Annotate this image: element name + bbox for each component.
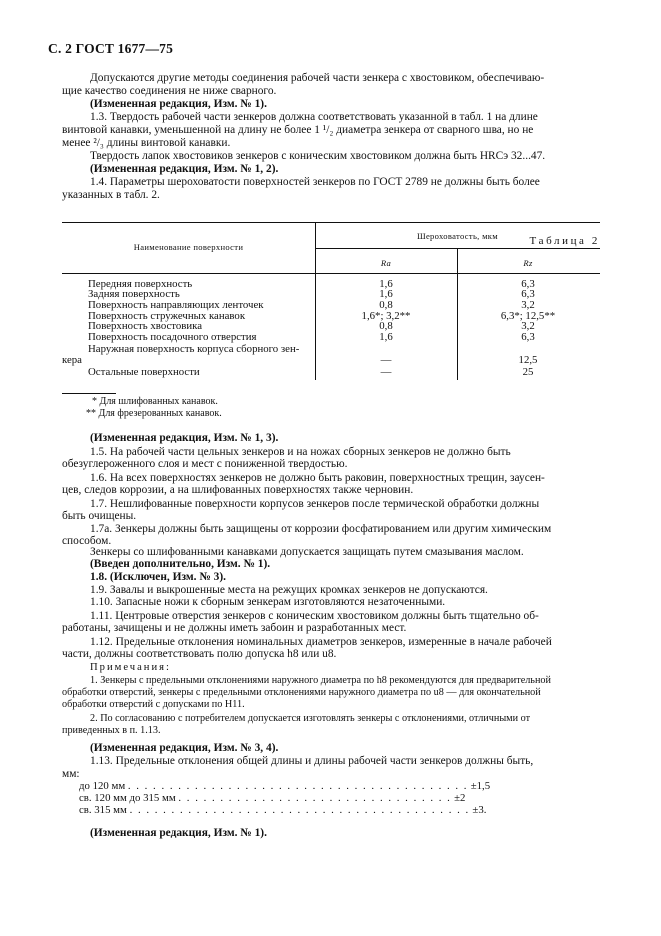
surface-name: Остальные поверхности (88, 366, 200, 378)
ra-value: — (380, 354, 392, 366)
paragraph: 1.11. Центровые отверстия зенкеров с коническим хвостовиком должны быть тщательно об- (90, 610, 539, 622)
paragraph: 1.6. На всех поверхностях зенкеров не должно быть раковин, поверхностных трещин, заусен- (90, 472, 545, 484)
paragraph: указанных в табл. 2. (62, 189, 160, 201)
surface-name: Поверхность стружечных канавок (88, 310, 246, 322)
paragraph: 1.13. Предельные отклонения общей длины и длины рабочей части зенкеров должны быть, (90, 755, 534, 767)
ra-value: — (380, 366, 392, 378)
table-rule (62, 273, 600, 274)
paragraph: 1.5. На рабочей части цельных зенкеров и на ножах сборных зенкеров не должно быть (90, 446, 511, 458)
paragraph: Допускаются другие методы соединения рабочей части зенкера с хвостовиком, обеспечиваю- (90, 72, 545, 84)
surface-name: кера (62, 354, 82, 366)
table-rule (62, 222, 600, 223)
paragraph: 1.4. Параметры шероховатости поверхностей зенкеров по ГОСТ 2789 не должны быть более (90, 176, 540, 188)
surface-name: Поверхность посадочного отверстия (88, 331, 257, 343)
note-text: 2. По согласованию с потребителем допускается изготовлять зенкеры с отклонениями, отличными от (90, 713, 531, 724)
paragraph: 1.12. Предельные отклонения номинальных диаметров зенкеров, измеренные в начале рабочей (90, 636, 552, 648)
table-row (0, 332, 661, 342)
rz-value: 12,5 (518, 354, 538, 366)
limit-value: ±3. (472, 804, 487, 816)
notes-heading: Примечания: (90, 662, 171, 673)
rz-value: 25 (522, 366, 534, 378)
footnote: * Для шлифованных канавок. (92, 396, 218, 407)
limit-value: ±2 (454, 792, 466, 804)
edition-note: (Измененная редакция, Изм. № 1). (90, 827, 267, 839)
table-row (0, 355, 661, 365)
footnote: ** Для фрезерованных канавок. (86, 408, 222, 419)
table-row (0, 367, 661, 377)
rz-value: 6,3 (521, 331, 535, 343)
edition-note: (Измененная редакция, Изм. № 1, 2). (90, 163, 279, 175)
paragraph: Твердость лапок хвостовиков зенкеров с коническим хвостовиком должна быть HRCэ 32...47. (90, 150, 546, 162)
table-row (0, 289, 661, 299)
surface-name: Поверхность хвостовика (88, 320, 203, 332)
paragraph: цев, следов коррозии, а на шлифованных поверхностях также черновин. (62, 484, 414, 496)
paragraph: 1.9. Завалы и выкрошенные места на режущих кромках зенкеров не допускаются. (90, 584, 488, 596)
paragraph: 1.8. (Исключен, Изм. № 3). (90, 571, 226, 583)
limit-line: св. 315 мм . . . . . . . . . . . . . . . . . . . . . . . . . . . . . . . . . . . . . . . . . ±3. (79, 804, 487, 816)
table-caption: Таблица 2 (529, 235, 600, 247)
ra-value: 0,8 (379, 320, 393, 332)
paragraph: 1.7. Нешлифованные поверхности корпусов зенкеров после термической обработки должны (90, 498, 540, 510)
column-header-ra: Ra (380, 258, 392, 268)
edition-note: (Измененная редакция, Изм. № 1, 3). (90, 432, 279, 444)
edition-note: (Введен дополнительно, Изм. № 1). (90, 558, 271, 570)
ra-value: 1,6 (379, 278, 393, 290)
paragraph: мм: (62, 768, 80, 780)
note-text: приведенных в п. 1.13. (62, 725, 161, 736)
ra-value: 0,8 (379, 299, 393, 311)
note-text: обработки отверстий с допусками по H11. (62, 699, 245, 710)
table-row (0, 344, 661, 354)
paragraph: Зенкеры со шлифованными канавками допускается защищать путем смазывания маслом. (90, 546, 524, 558)
paragraph: обезуглероженного слоя и мест с пониженной твердостью. (62, 458, 348, 470)
column-header-name: Наименование поверхности (133, 242, 244, 252)
surface-name: Задняя поверхность (88, 288, 180, 300)
rz-value: 3,2 (521, 320, 535, 332)
rz-value: 3,2 (521, 299, 535, 311)
paragraph: быть очищены. (62, 510, 137, 522)
ra-value: 1,6 (379, 288, 393, 300)
edition-note: (Измененная редакция, Изм. № 3, 4). (90, 742, 279, 754)
paragraph: 1.7а. Зенкеры должны быть защищены от коррозии фосфатированием или другим химическим (90, 523, 552, 535)
paragraph: менее ²/₃ длины винтовой канавки. (62, 137, 231, 149)
note-text: 1. Зенкеры с предельными отклонениями наружного диаметра по h8 рекомендуются для предварительной (90, 675, 551, 686)
rz-value: 6,3*; 12,5** (500, 310, 556, 322)
limit-label: св. 315 мм (79, 804, 127, 816)
paragraph: 1.3. Твердость рабочей части зенкеров должна соответствовать указанной в табл. 1 на длине (90, 111, 538, 123)
ra-value: 1,6 (379, 331, 393, 343)
surface-name: Передняя поверхность (88, 278, 193, 290)
paragraph: части, должны соответствовать полю допуска h8 или u8. (62, 648, 337, 660)
ra-value: 1,6*; 3,2** (361, 310, 411, 322)
table-row (0, 300, 661, 310)
limit-value: ±1,5 (470, 780, 491, 792)
column-header-rz: Rz (523, 258, 533, 268)
surface-name: Наружная поверхность корпуса сборного зен- (88, 343, 300, 355)
limit-label: св. 120 мм до 315 мм (79, 792, 176, 804)
footnote-rule (62, 393, 116, 394)
limit-line: св. 120 мм до 315 мм . . . . . . . . . . . . . . . . . . . . . . . . . . . . . . . . . ±2 (79, 792, 466, 804)
page-header: С. 2 ГОСТ 1677—75 (48, 41, 174, 56)
limit-line: до 120 мм . . . . . . . . . . . . . . . . . . . . . . . . . . . . . . . . . . . . . . . . . ±1,5 (79, 780, 491, 792)
limit-label: до 120 мм (79, 780, 126, 792)
edition-note: (Измененная редакция, Изм. № 1). (90, 98, 267, 110)
paragraph: 1.10. Запасные ножи к сборным зенкерам изготовляются незаточенными. (90, 596, 446, 608)
note-text: обработки отверстий, зенкеры с предельными отклонениями наружного диаметра по u8 — для окончательной (62, 687, 541, 698)
table-row (0, 321, 661, 331)
rz-value: 6,3 (521, 278, 535, 290)
column-header-roughness: Шероховатость, мкм (416, 231, 499, 241)
surface-name: Поверхность направляющих ленточек (88, 299, 264, 311)
paragraph: способом. (62, 535, 112, 547)
paragraph: работаны, зачищены и не должны иметь забоин и разработанных мест. (62, 622, 407, 634)
paragraph: щие качество соединения не ниже сварного. (62, 85, 277, 97)
rz-value: 6,3 (521, 288, 535, 300)
paragraph: винтовой канавки, уменьшенной на длину не более 1 ¹/₂ диаметра зенкера от сварного шва, но не (62, 124, 534, 136)
